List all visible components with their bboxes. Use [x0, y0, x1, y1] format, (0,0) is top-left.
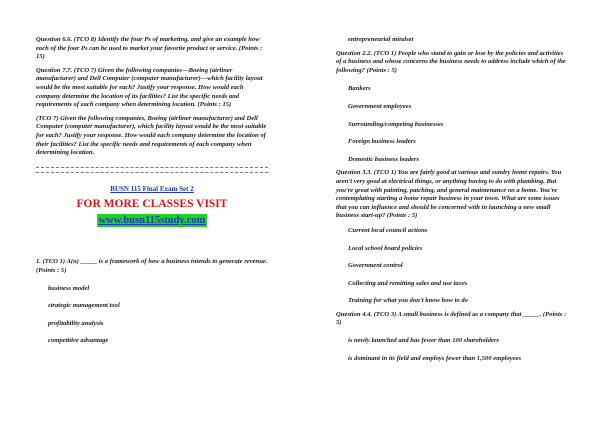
q44-option: is newly launched and has fewer than 100 shareholders — [348, 337, 499, 345]
q44-option: is dominant in its field and employs fewer than 1,500 employees — [348, 354, 522, 362]
question-2-2: Question 2.2. (TCO 1) People who stand to gain or lose by the policies and activities of a business and whose concerns the business needs to address include which of the following? (Points : 5) — [336, 49, 566, 74]
tco7-question: (TCO 7) Given the following companies, Boeing (airliner manufacturer) and Dell Computer (computer manufacturer), which facility layout would be the most suitable for each? Justify your response. How would each company determine the location of their facilities? List the specific needs and requirements of each company when determining location. — [36, 114, 267, 157]
promo-heading: FOR MORE CLASSES VISIT — [76, 198, 228, 211]
question-7-7: Question 7.7. (TCO 7) Given the following companies—Boeing (airliner manufacturer) and Dell Computer (computer manufacturer)—which facility layout would be the most suitable for each? Justify your response. How would each company determine the location of its facilities? List the specific needs and requirements of each company when determining location. (Points : 15) — [36, 66, 263, 109]
question-6-6: Question 6.6. (TCO 8) Identify the four Ps of marketing, and give an example how each of the four Ps can be used to market your favorite product or service. (Points : 15) — [36, 36, 263, 61]
q33-option: Training for what you don't know how to do — [348, 297, 468, 305]
q33-option: Government control — [348, 262, 403, 270]
q1-option-top: entrepreneurial mindset — [348, 36, 414, 43]
q22-option: Government employees — [348, 102, 412, 110]
q1-option: business model — [48, 284, 90, 292]
exam-link[interactable]: BUSN 115 Final Exam Set 2 — [110, 184, 194, 193]
q22-option: Foreign business leaders — [348, 138, 416, 146]
q1-option: profitability analysis — [48, 319, 104, 327]
q1-option: strategic management tool — [48, 302, 120, 310]
site-link-wrapper — [36, 214, 268, 227]
question-1: 1. (TCO 1) A(n) _____ is a framework of how a business intends to generate revenue. (Points : 5) — [36, 258, 268, 274]
question-3-3: Question 3.3. (TCO 1) You are fairly good at various and sundry home repairs. You aren't very good at electrical things, or anything having to do with plumbing. But you're great with painting, patching, and general maintenance on a home. You're contemplating starting a home repair business in your town. What are some issues that you can influence and should be concerned with in launching a new small business start-up? (Points : 5) — [336, 169, 562, 220]
question-4-4: Question 4.4. (TCO 3) A small business is defined as a company that _____. (Points : 5) — [336, 310, 567, 327]
q22-option: Surrounding/competing businesses — [348, 120, 444, 128]
q1-option: competitive advantage — [48, 337, 109, 345]
divider — [36, 167, 268, 173]
site-link[interactable]: www.busn115study.com — [98, 215, 206, 227]
left-column — [36, 0, 268, 346]
q33-option: Collecting and remitting sales and use taxes — [348, 279, 468, 287]
q22-option: Bankers — [348, 85, 371, 93]
q33-option: Local school board policies — [348, 244, 423, 252]
q22-option: Domestic business leaders — [348, 155, 420, 163]
q33-option: Current local council actions — [348, 226, 428, 234]
right-column — [336, 0, 568, 363]
